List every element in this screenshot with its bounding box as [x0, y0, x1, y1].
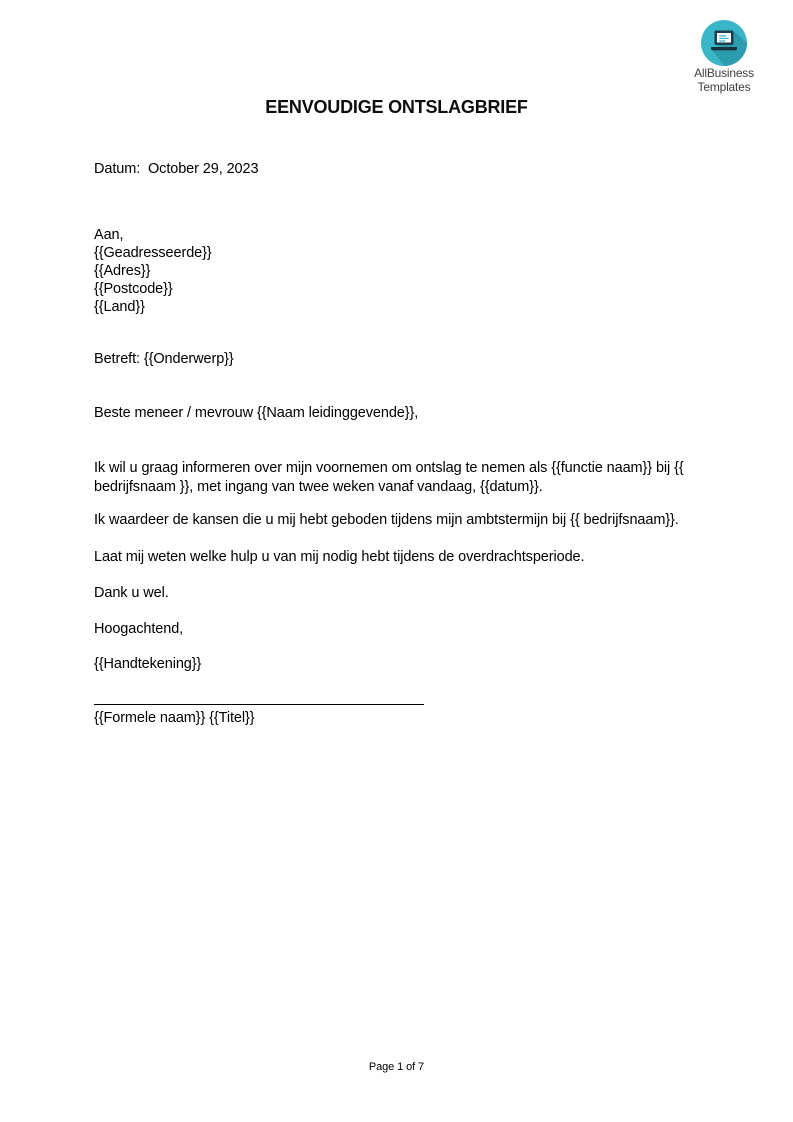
- recipient-line: {{Postcode}}: [94, 281, 173, 297]
- subject-line: Betreft: {{Onderwerp}}: [94, 351, 234, 367]
- signature-rule: [94, 704, 424, 705]
- paragraph-line: bedrijfsnaam }}, met ingang van twee weken vanaf vandaag, {{datum}}.: [94, 479, 543, 495]
- signer-name-line: {{Formele naam}} {{Titel}}: [94, 710, 255, 726]
- laptop-icon: [701, 20, 747, 66]
- salutation-line: Beste meneer / mevrouw {{Naam leidinggevende}},: [94, 405, 419, 421]
- recipient-line: {{Land}}: [94, 299, 145, 315]
- body-paragraph-1: [94, 459, 694, 497]
- logo-text-line2: Templates: [697, 80, 751, 94]
- recipient-line: {{Geadresseerde}}: [94, 245, 212, 261]
- laptop-logo-icon: [701, 20, 747, 66]
- recipient-line: {{Adres}}: [94, 263, 151, 279]
- logo-text-line1: AllBusiness: [694, 66, 754, 80]
- body-paragraph-2: Ik waardeer de kansen die u mij hebt geboden tijdens mijn ambtstermijn bij {{ bedrijfsnaam}}.: [94, 512, 679, 528]
- signature-placeholder: {{Handtekening}}: [94, 656, 202, 672]
- date-line: Datum: October 29, 2023: [94, 161, 259, 177]
- paragraph-line: Ik wil u graag informeren over mijn voornemen om ontslag te nemen als {{functie naam}} bij {{: [94, 460, 684, 476]
- recipient-block: [94, 226, 212, 316]
- recipient-line: Aan,: [94, 227, 124, 243]
- page-number-footer: Page 1 of 7: [368, 1061, 425, 1073]
- document-title: EENVOUDIGE ONTSLAGBRIEF: [265, 97, 528, 117]
- thanks-line: Dank u wel.: [94, 585, 169, 601]
- body-paragraph-3: Laat mij weten welke hulp u van mij nodig hebt tijdens de overdrachtsperiode.: [94, 549, 585, 565]
- closing-line: Hoogachtend,: [94, 621, 184, 637]
- allbusinesstemplates-logo: [683, 20, 765, 94]
